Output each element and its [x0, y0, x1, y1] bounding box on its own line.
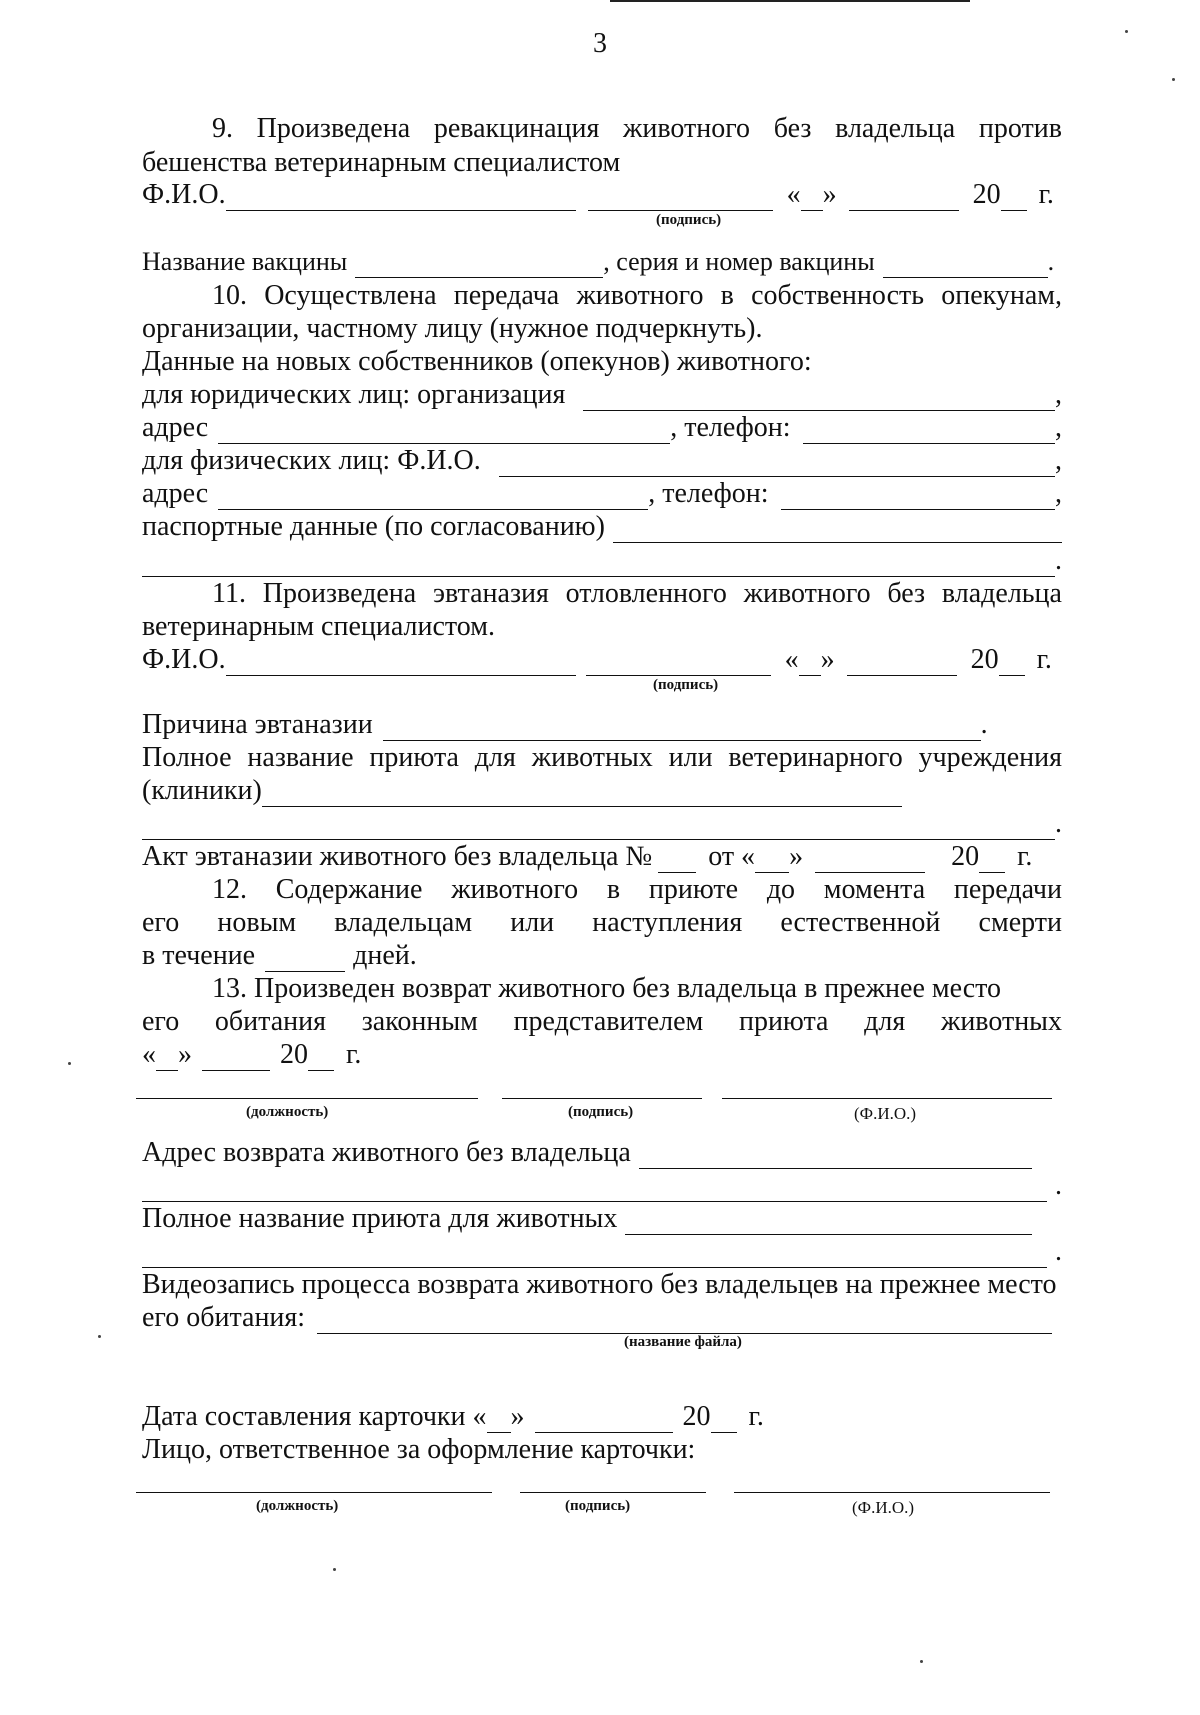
s9-vaccine-row	[142, 245, 1062, 278]
s13-shelter-label: Полное название приюта для животных	[142, 1203, 618, 1234]
s13-fio-caption: (Ф.И.О.)	[854, 1104, 917, 1123]
footer-fio-field[interactable]	[734, 1492, 1050, 1493]
s11-month-field[interactable]	[847, 651, 957, 676]
s10-comma3: ,	[1055, 445, 1062, 476]
s9-quote-close: »	[822, 179, 837, 210]
word: без	[773, 113, 812, 144]
footer-year-prefix: 20	[682, 1401, 711, 1432]
s10-line3: Данные на новых собственников (опекунов) животного:	[142, 346, 812, 377]
s13-position-field[interactable]	[136, 1098, 478, 1099]
word: обитания	[214, 1006, 326, 1037]
word: его	[142, 907, 180, 938]
s9-vaccine-field[interactable]	[355, 253, 603, 278]
footer-month-field[interactable]	[535, 1408, 673, 1433]
word: животного	[451, 874, 579, 905]
word: название	[247, 742, 354, 773]
word: его	[142, 1006, 180, 1037]
s13-date-row	[142, 1038, 1062, 1071]
footer-date-label: Дата составления карточки «	[142, 1401, 487, 1432]
s12-line1	[142, 873, 1062, 906]
s13-position-caption: (должность)	[246, 1104, 329, 1120]
s13-dot2: .	[1055, 1236, 1062, 1267]
s9-fio-label: Ф.И.О.	[142, 179, 226, 210]
word: передача	[453, 280, 560, 311]
s10-passport-row	[142, 510, 1062, 543]
s10-legal-label: для юридических лиц: организация	[142, 379, 566, 410]
s13-fio-field[interactable]	[722, 1098, 1052, 1099]
s13-dot1: .	[1055, 1170, 1062, 1201]
word: Осуществлена	[264, 280, 437, 311]
word: 11.	[212, 578, 246, 609]
s12-during-label: в течение	[142, 940, 256, 971]
word: отловленного	[565, 578, 727, 609]
s10-line1	[142, 279, 1062, 312]
s11-dot2: .	[1055, 808, 1062, 839]
s13-year-field[interactable]	[308, 1046, 334, 1071]
s13-shelter-field[interactable]	[625, 1210, 1032, 1235]
s10-comma1: ,	[1055, 379, 1062, 410]
footer-day-field[interactable]	[487, 1408, 511, 1433]
word: собственность	[751, 280, 925, 311]
s13-return-address-row2	[142, 1169, 1062, 1202]
s11-signature-field[interactable]	[586, 651, 771, 676]
s11-quote-open: «	[784, 644, 799, 675]
s9-signature-field[interactable]	[588, 186, 773, 211]
footer-responsible: Лицо, ответственное за оформление карточки:	[142, 1434, 696, 1465]
s13-line1: 13. Произведен возврат животного без владельца в прежнее место	[212, 973, 1002, 1004]
s11-year-field[interactable]	[999, 651, 1025, 676]
s9-month-field[interactable]	[849, 186, 959, 211]
s13-quote-open: «	[142, 1039, 156, 1070]
s9-day-field[interactable]	[801, 186, 823, 211]
word: животного	[743, 578, 871, 609]
page-number: 3	[593, 28, 607, 59]
s9-fio-field[interactable]	[226, 186, 576, 211]
s9-year-prefix: 20	[972, 179, 1001, 210]
s13-signature-field[interactable]	[502, 1098, 702, 1099]
footer-year-field[interactable]	[711, 1408, 737, 1433]
word: или	[668, 742, 713, 773]
word: или	[510, 907, 555, 938]
scan-speck	[98, 1335, 101, 1338]
word: наступления	[592, 907, 743, 938]
s10-legal-address-field[interactable]	[218, 419, 670, 444]
word: животных	[531, 742, 653, 773]
word: смерти	[978, 907, 1062, 938]
s13-return-address-row	[142, 1136, 1062, 1169]
s13-video-row	[142, 1301, 1062, 1334]
s11-fio-label: Ф.И.О.	[142, 644, 226, 675]
s10-phone-label-2: , телефон:	[648, 478, 769, 509]
footer-fio-caption: (Ф.И.О.)	[852, 1498, 915, 1517]
s11-reason-field[interactable]	[383, 716, 981, 741]
s10-physical-fio-field[interactable]	[499, 452, 1055, 477]
s13-video-line1: Видеозапись процесса возврата животного без владельцев на прежнее место	[142, 1269, 1057, 1300]
footer-position-field[interactable]	[136, 1492, 492, 1493]
word: 9.	[212, 113, 233, 144]
word: для	[864, 1006, 906, 1037]
s11-year-prefix: 20	[970, 644, 999, 675]
s11-act-label: Акт эвтаназии животного без владельца №	[142, 841, 653, 872]
footer-year-suffix: г.	[748, 1401, 764, 1432]
s9-vaccine-label: Название вакцины	[142, 247, 348, 276]
s12-days-label: дней.	[353, 940, 417, 971]
s9-year-suffix: г.	[1038, 179, 1054, 210]
s11-act-year-suffix: г.	[1017, 841, 1033, 872]
s10-physical-phone-field[interactable]	[781, 485, 1055, 510]
s10-phone-label: , телефон:	[670, 412, 791, 443]
s13-shelter-row	[142, 1202, 1062, 1235]
scan-speck	[333, 1568, 336, 1571]
word: приюта	[369, 742, 459, 773]
s12-line2	[142, 906, 1062, 939]
s11-sign-caption: (подпись)	[653, 677, 719, 693]
word: в	[720, 280, 734, 311]
word: владельца	[941, 578, 1062, 609]
s10-organization-field[interactable]	[583, 386, 1055, 411]
s11-clinic-row	[142, 774, 1062, 807]
s11-act-day-field[interactable]	[755, 848, 789, 873]
s11-fio-row	[142, 643, 1062, 676]
s9-dot: .	[1047, 247, 1055, 276]
s11-line1	[142, 577, 1062, 610]
s13-sign-caption: (подпись)	[568, 1104, 634, 1120]
s11-dot: .	[980, 709, 988, 740]
word: 10.	[212, 280, 247, 311]
scan-speck	[920, 1660, 923, 1663]
word: Содержание	[275, 874, 423, 905]
word: без	[887, 578, 926, 609]
s13-line2	[142, 1005, 1062, 1038]
word: ревакцинация	[433, 113, 600, 144]
s10-comma2: ,	[1055, 412, 1062, 443]
s11-shelter-line	[142, 741, 1062, 774]
s13-return-address-field-2[interactable]	[142, 1177, 1047, 1202]
top-edge-rule	[610, 0, 970, 2]
s10-physical-label: для физических лиц: Ф.И.О.	[142, 445, 481, 476]
s11-clinic-label: (клиники)	[142, 775, 262, 806]
s10-address-label-2: адрес	[142, 478, 209, 509]
s13-year-prefix: 20	[280, 1039, 308, 1070]
s11-fio-field[interactable]	[226, 651, 576, 676]
word: представителем	[513, 1006, 704, 1037]
s11-act-month-field[interactable]	[815, 848, 925, 873]
s13-shelter-field-2[interactable]	[142, 1243, 1047, 1268]
s11-act-year-field[interactable]	[979, 848, 1005, 873]
word: опекунам,	[941, 280, 1062, 311]
s13-year-suffix: г.	[346, 1039, 362, 1070]
word: владельца	[835, 113, 956, 144]
s11-clinic-field[interactable]	[262, 782, 902, 807]
word: 12.	[212, 874, 247, 905]
word: передачи	[953, 874, 1062, 905]
s10-passport-label: паспортные данные (по согласованию)	[142, 511, 605, 542]
s10-physical-address-row	[142, 477, 1062, 510]
footer-position-caption: (должность)	[256, 1498, 339, 1514]
footer-date-row	[142, 1400, 1062, 1433]
s10-line2: организации, частному лицу (нужное подчеркнуть).	[142, 313, 763, 344]
word: Произведена	[256, 113, 411, 144]
word: момента	[823, 874, 926, 905]
s9-series-label: , серия и номер вакцины	[603, 247, 875, 276]
word: животного	[623, 113, 751, 144]
s11-act-row	[142, 840, 1062, 873]
s9-line2: бешенства ветеринарным специалистом	[142, 147, 621, 178]
word: для	[474, 742, 516, 773]
s10-address-label: адрес	[142, 412, 209, 443]
s11-line2: ветеринарным специалистом.	[142, 611, 495, 642]
s13-shelter-row2	[142, 1235, 1062, 1268]
s11-year-suffix: г.	[1036, 644, 1052, 675]
word: владельцам	[334, 907, 473, 938]
word: законным	[361, 1006, 478, 1037]
s10-legal-phone-field[interactable]	[803, 419, 1055, 444]
s10-physical-address-field[interactable]	[218, 485, 648, 510]
s11-from-label: от «	[708, 841, 756, 872]
s12-during-row	[142, 939, 1062, 972]
s13-day-field[interactable]	[156, 1046, 178, 1071]
s10-legal-address-row	[142, 411, 1062, 444]
footer-signature-field[interactable]	[520, 1492, 706, 1493]
s13-month-field[interactable]	[202, 1046, 270, 1071]
s13-return-address-label: Адрес возврата животного без владельца	[142, 1137, 631, 1168]
s13-video-label: его обитания:	[142, 1302, 306, 1333]
s9-series-field[interactable]	[883, 253, 1048, 278]
s9-fio-row	[142, 178, 1062, 211]
s9-line1	[142, 112, 1062, 145]
word: до	[766, 874, 796, 905]
word: новым	[217, 907, 297, 938]
s9-quote-open: «	[786, 179, 801, 210]
word: Произведена	[262, 578, 417, 609]
s10-legal-row	[142, 378, 1062, 411]
s11-act-year-prefix: 20	[951, 841, 980, 872]
s10-physical-row	[142, 444, 1062, 477]
s11-clinic-field-2[interactable]	[142, 815, 1055, 840]
s9-sign-caption: (подпись)	[656, 212, 722, 228]
footer-quote-close: »	[510, 1401, 525, 1432]
word: животных	[940, 1006, 1062, 1037]
word: эвтаназия	[433, 578, 549, 609]
word: учреждения	[918, 742, 1062, 773]
word: ветеринарного	[728, 742, 903, 773]
s13-quote-close: »	[178, 1039, 192, 1070]
s11-reason-row	[142, 708, 1062, 741]
s9-year-field[interactable]	[1001, 186, 1027, 211]
s13-video-file-field[interactable]	[317, 1309, 1052, 1334]
word: против	[978, 113, 1062, 144]
s12-days-field[interactable]	[265, 947, 345, 972]
s13-return-address-field[interactable]	[639, 1144, 1032, 1169]
s10-comma4: ,	[1055, 478, 1062, 509]
word: Полное	[142, 742, 232, 773]
s11-reason-label: Причина эвтаназии	[142, 709, 373, 740]
s11-act-number-field[interactable]	[658, 848, 696, 873]
s11-day-field[interactable]	[799, 651, 821, 676]
word: в	[606, 874, 621, 905]
s13-file-caption: (название файла)	[624, 1334, 742, 1350]
s11-act-quote-close: »	[789, 841, 804, 872]
s10-passport-field[interactable]	[613, 518, 1062, 543]
word: естественной	[780, 907, 941, 938]
scan-speck	[1172, 78, 1175, 81]
scan-speck	[68, 1062, 71, 1065]
s10-passport-field-2[interactable]	[142, 552, 1055, 577]
footer-sign-caption: (подпись)	[565, 1498, 631, 1514]
word: животного	[576, 280, 704, 311]
s11-clinic-row2	[142, 807, 1062, 840]
word: приюте	[648, 874, 739, 905]
s11-quote-close: »	[820, 644, 835, 675]
scan-speck	[1125, 30, 1128, 33]
word: приюта	[738, 1006, 829, 1037]
s10-dot: .	[1055, 545, 1062, 576]
s10-passport-row2	[142, 544, 1062, 577]
